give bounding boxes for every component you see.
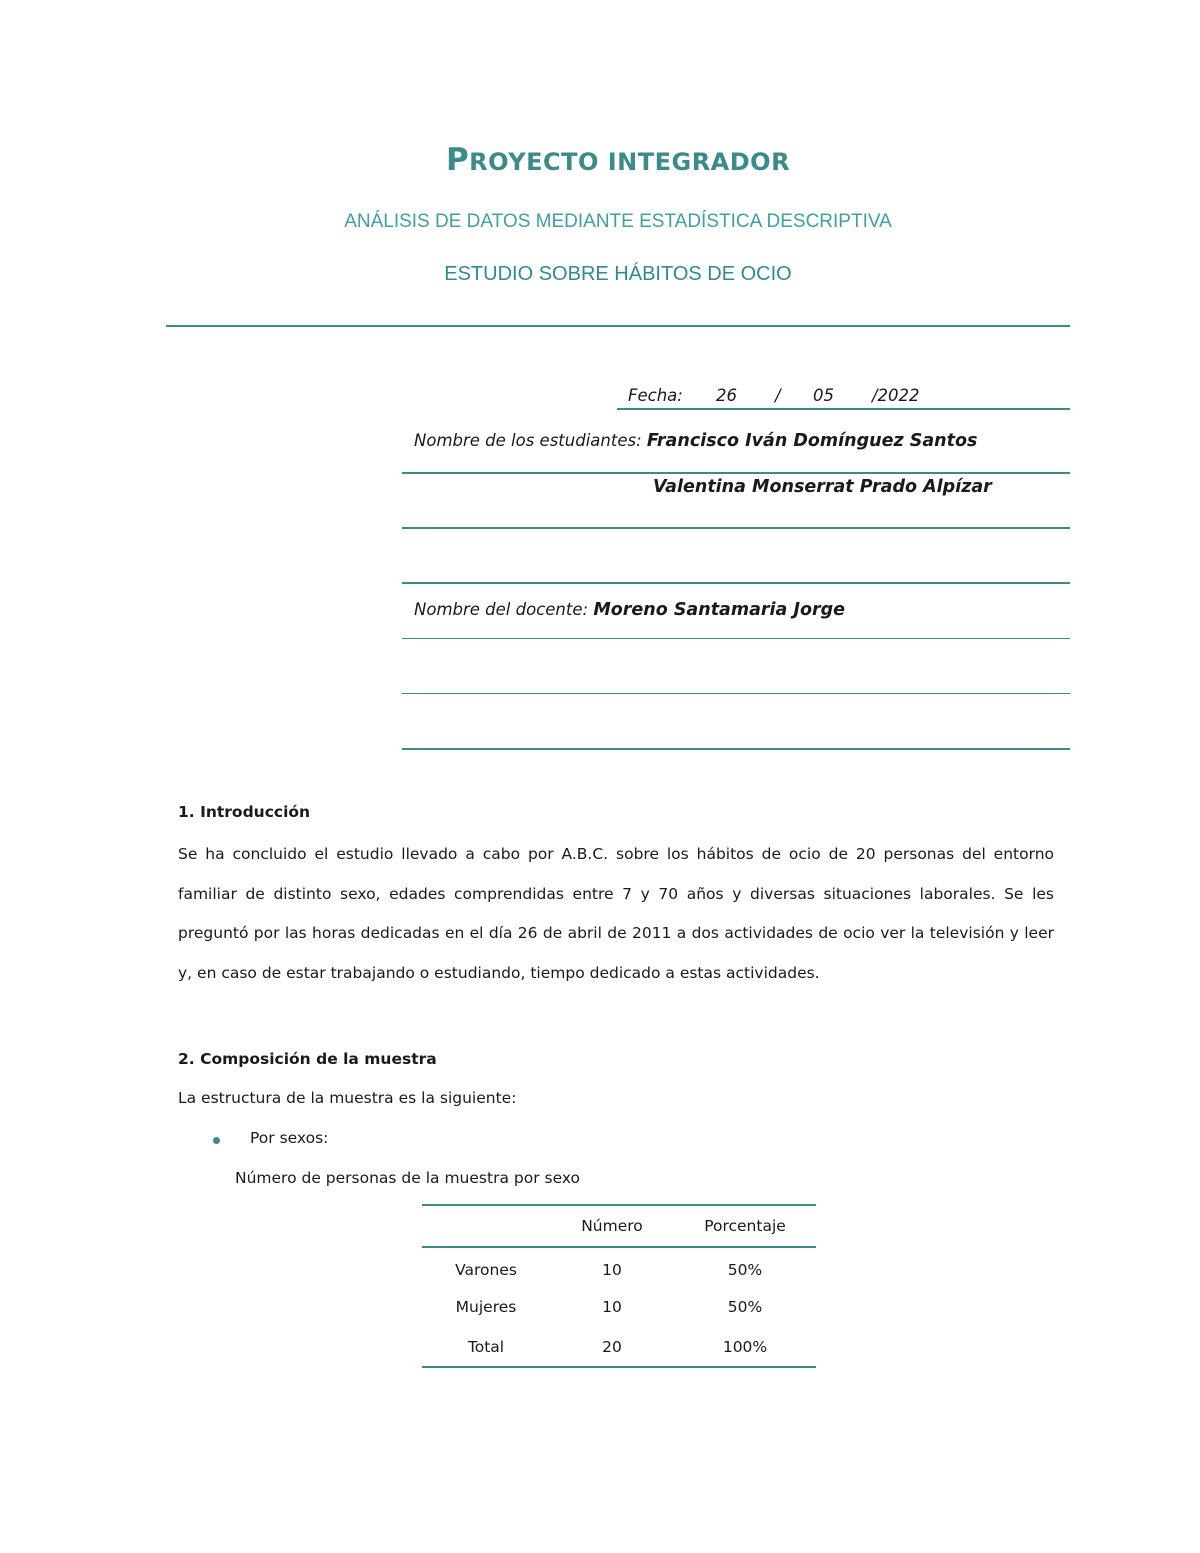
section-1-heading: 1. Introducción [178,803,311,821]
date-separator: / [775,386,781,405]
teacher-line-1 [402,638,1070,639]
student-2-field [653,477,992,497]
section-1-paragraph: Se ha concluido el estudio llevado a cabo por A.B.C. sobre los hábitos de ocio de 20 personas del entorno familiar de distinto sexo, edades comprendidas entre 7 y 70 años y diversas situaciones laborales. Se les preguntó por las horas dedicadas en el día 26 de abril de 2011 a dos actividades de ocio ver la televisión y leer y, en caso de estar trabajando o estudiando, tiempo dedicado a estas actividades. [178,845,1054,982]
bullet-dot-icon [213,1137,220,1144]
header-divider [166,325,1070,327]
date-line [617,408,1070,410]
sex-table [422,1204,816,1368]
date-label: Fecha: [628,386,683,405]
student-1-name: Francisco Iván Domínguez Santos [646,431,978,451]
teacher-line-2 [402,693,1070,694]
document-subtitle: ANÁLISIS DE DATOS MEDIANTE ESTADÍSTICA DESCRIPTIVA [344,211,892,232]
table-cell: Total [467,1337,505,1356]
table-header-cell: Porcentaje [704,1217,786,1235]
bullet-sex: Por sexos: [250,1129,329,1147]
table-row [422,1287,816,1327]
table-cell: 10 [602,1260,622,1279]
table-cell: 100% [722,1337,768,1356]
students-line-2 [402,527,1070,529]
students-line-3 [402,582,1070,584]
teacher-label: Nombre del docente: [414,600,589,619]
student-2-name: Valentina Monserrat Prado Alpízar [653,477,992,497]
date-month: 05 [813,386,834,405]
table-caption: Número de personas de la muestra por sexo [235,1169,581,1187]
title-initial: P [445,142,470,178]
study-title: ESTUDIO SOBRE HÁBITOS DE OCIO [444,263,792,285]
section-2-heading: 2. Composición de la muestra [178,1050,437,1068]
students-label: Nombre de los estudiantes: [414,431,642,450]
table-row [422,1327,816,1367]
teacher-line-3 [402,748,1070,750]
table-header-cell: Número [581,1217,643,1235]
students-field [414,431,977,451]
section-2-intro: La estructura de la muestra es la siguiente: [178,1089,517,1107]
document-title [0,142,1200,178]
table-cell: 20 [602,1337,622,1356]
teacher-name: Moreno Santamaria Jorge [593,600,846,620]
students-line-1 [402,472,1070,474]
table-row [422,1247,816,1287]
teacher-field [414,600,845,620]
date-year: /2022 [872,386,920,405]
table-cell: Varones [455,1260,517,1279]
table-header-cell [422,1205,550,1247]
table-cell: 50% [727,1298,763,1316]
table-cell: Mujeres [455,1298,517,1316]
table-cell: 10 [602,1298,622,1316]
title-rest: ROYECTO INTEGRADOR [469,148,791,176]
table-header-row [422,1205,816,1247]
date-day: 26 [716,386,737,405]
table-cell: 50% [727,1260,763,1279]
